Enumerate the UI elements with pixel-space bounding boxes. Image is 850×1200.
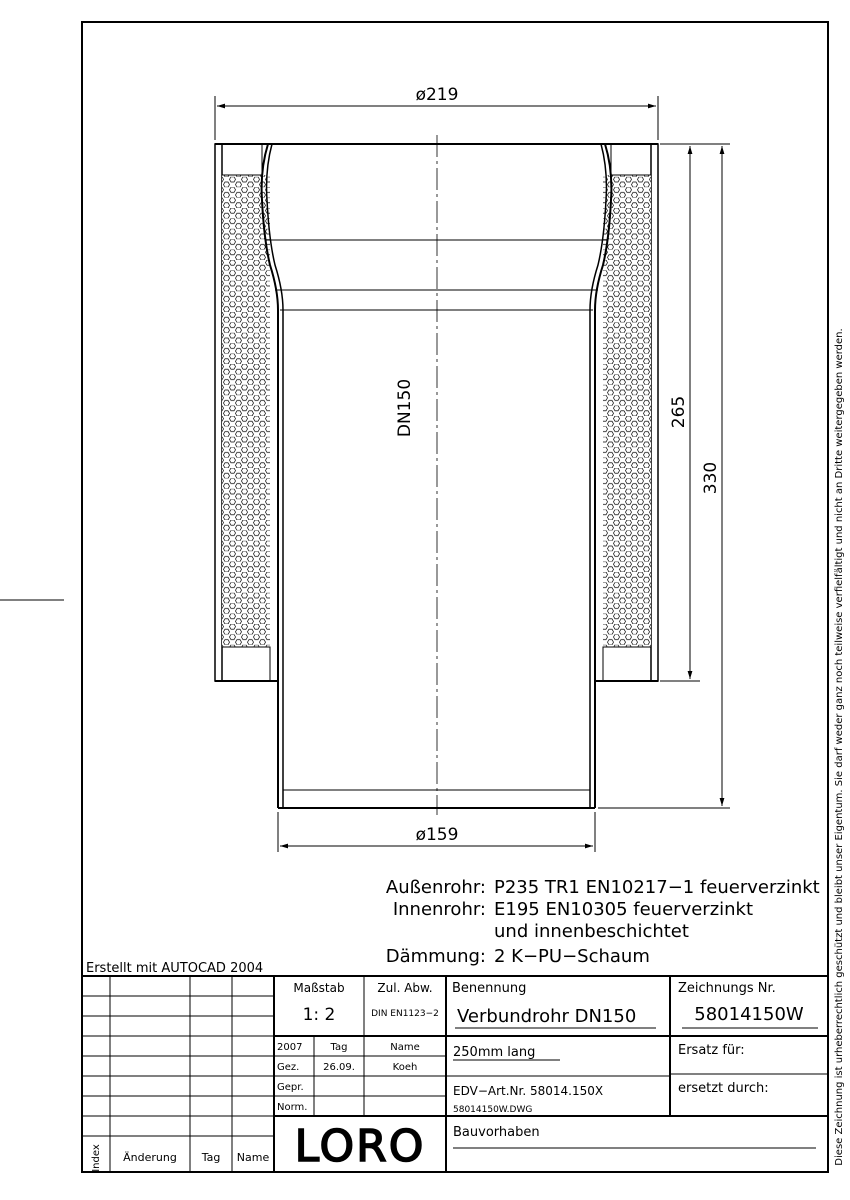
drawing-no-value: 58014150W xyxy=(694,1004,804,1025)
outer-pipe-key: Außenrohr: xyxy=(385,877,486,898)
nominal-size-label: DN150 xyxy=(395,378,415,438)
outer-pipe-wall-right xyxy=(651,144,658,681)
designation-label: Benennung xyxy=(452,981,527,996)
seal-bottom-right xyxy=(603,647,651,681)
name-label: Name xyxy=(390,1042,420,1053)
length-265-label: 265 xyxy=(669,395,689,429)
inner-pipe-value-2: und innenbeschichtet xyxy=(494,921,689,942)
edp-number: EDV−Art.Nr. 58014.150X xyxy=(453,1084,604,1098)
day-label: Tag xyxy=(330,1042,348,1053)
replacement-for-label: Ersatz für: xyxy=(678,1043,745,1058)
drawn-label: Gez. xyxy=(277,1062,300,1073)
seal-bottom-left xyxy=(222,647,270,681)
inner-pipe-key: Innenrohr: xyxy=(392,899,486,920)
project-label: Bauvorhaben xyxy=(453,1125,540,1140)
drawing-frame xyxy=(82,22,828,1172)
seal-top-left xyxy=(222,144,262,175)
insulation-left xyxy=(222,175,270,647)
outer-pipe-value: P235 TR1 EN10217−1 feuerverzinkt xyxy=(494,877,820,898)
dwg-file: 58014150W.DWG xyxy=(453,1105,533,1115)
insulation-key: Dämmung: xyxy=(385,946,486,967)
rev-change-label: Änderung xyxy=(123,1151,177,1164)
outer-pipe-wall-left xyxy=(215,144,222,681)
rev-name-label: Name xyxy=(236,1151,270,1164)
outer-diameter-label: ø219 xyxy=(415,85,459,105)
insulation-right xyxy=(603,175,651,647)
drawing-no-label: Zeichnungs Nr. xyxy=(678,981,776,996)
checked-label: Gepr. xyxy=(277,1082,304,1093)
year: 2007 xyxy=(277,1042,303,1053)
scale-value: 1: 2 xyxy=(302,1005,336,1025)
created-with: Erstellt mit AUTOCAD 2004 xyxy=(86,961,264,976)
length-330-label: 330 xyxy=(701,461,721,495)
norm-label: Norm. xyxy=(277,1102,308,1113)
specifications xyxy=(386,877,820,967)
rev-index-label: Index xyxy=(91,1144,102,1172)
length-note: 250mm lang xyxy=(453,1045,536,1060)
pipe-section xyxy=(215,135,658,815)
inner-diameter-label: ø159 xyxy=(415,825,459,845)
drawn-name: Koeh xyxy=(392,1062,418,1073)
copyright-note: Diese Zeichnung ist urheberrechtlich geschützt und bleibt unser Eigentum. Sie darf weder ganz noch teilweise verfielfältigt und nicht an Dritte weitergegeben werden. xyxy=(834,328,845,1166)
designation-value: Verbundrohr DN150 xyxy=(457,1006,637,1027)
insulation-value: 2 K−PU−Schaum xyxy=(494,946,650,967)
scale-label: Maßstab xyxy=(293,981,345,995)
tolerance-label: Zul. Abw. xyxy=(377,981,433,995)
inner-pipe-value: E195 EN10305 feuerverzinkt xyxy=(494,899,754,920)
rev-day-label: Tag xyxy=(201,1151,221,1164)
tolerance-value: DIN EN1123−2 xyxy=(371,1009,439,1019)
seal-top-right xyxy=(611,144,651,175)
dimensions xyxy=(215,96,730,852)
drawn-date: 26.09. xyxy=(323,1062,355,1073)
company-logo: LORO xyxy=(294,1121,426,1172)
title-block xyxy=(82,961,828,1172)
replaced-by-label: ersetzt durch: xyxy=(678,1081,769,1096)
